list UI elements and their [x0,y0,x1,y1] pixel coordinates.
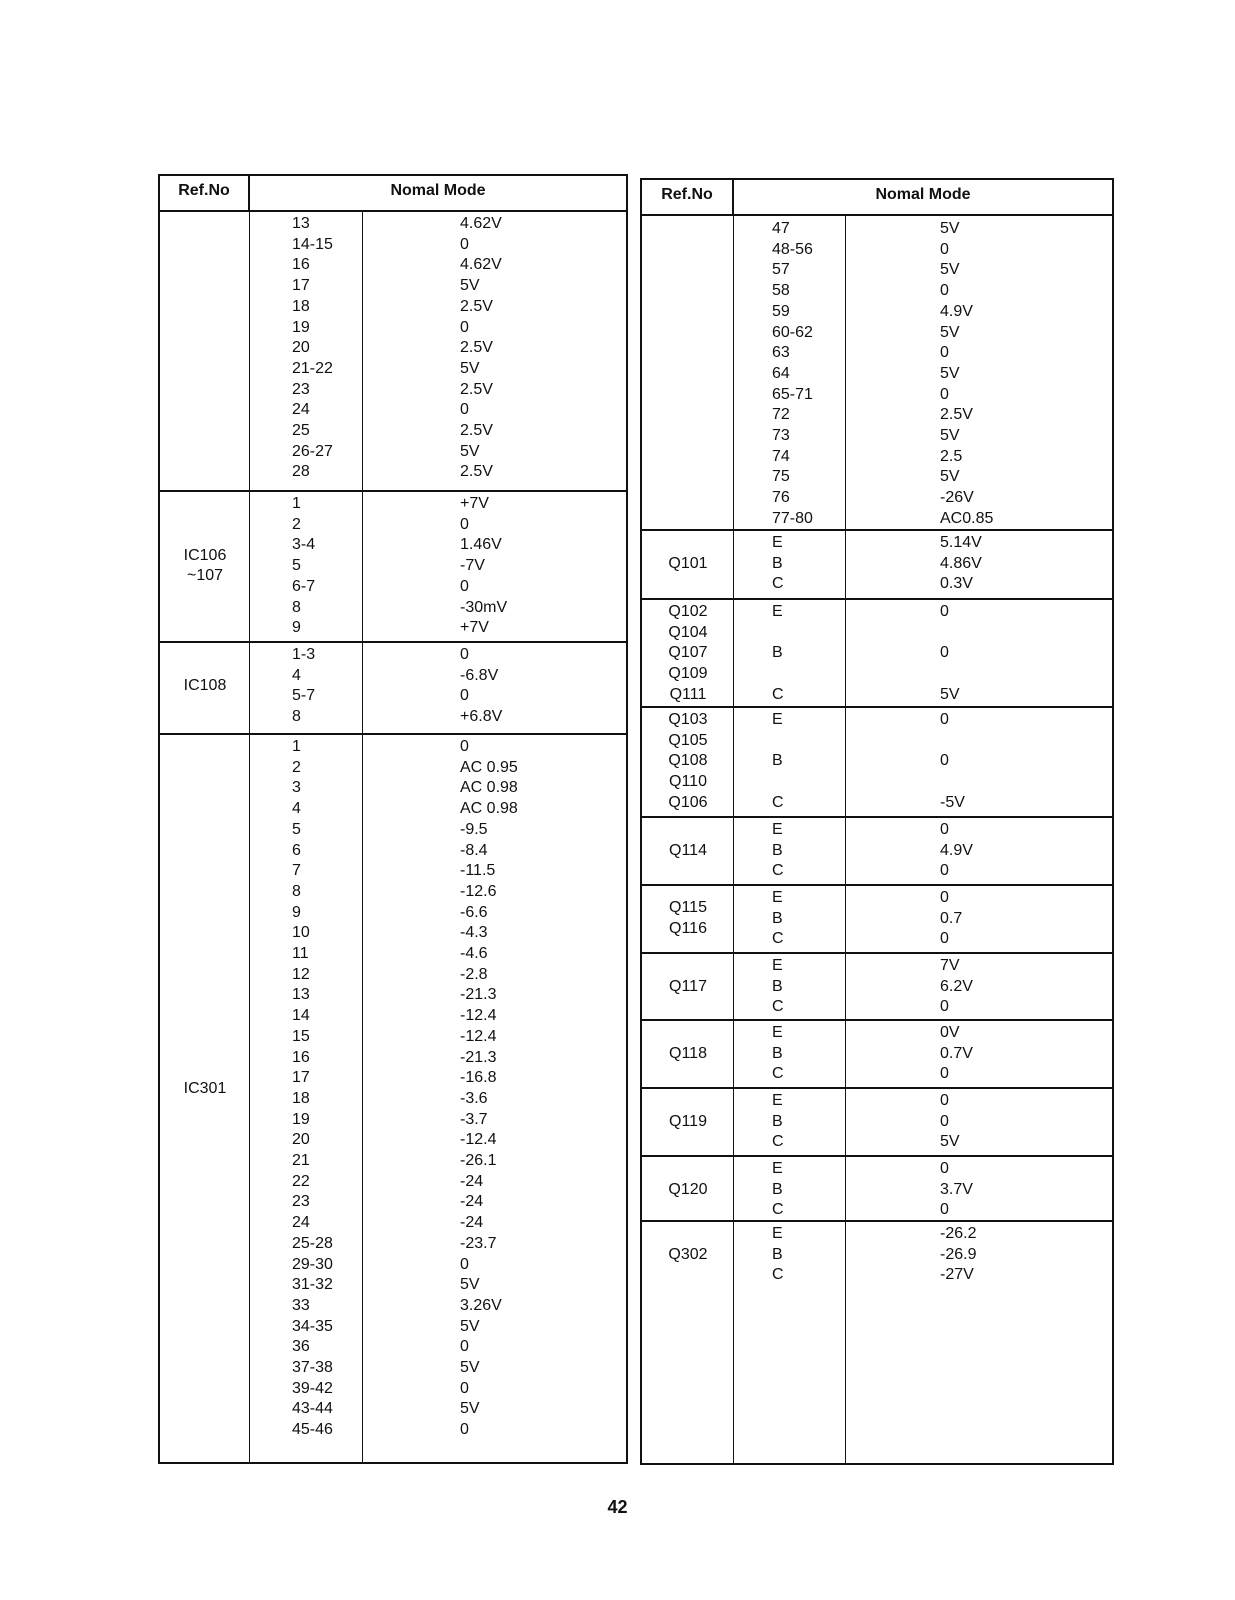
pin-cell: 8 [292,882,301,900]
voltage-cell: -12.6 [460,882,497,900]
voltage-cell: 0 [460,1255,469,1273]
voltage-cell: 5V [460,359,480,377]
group-separator [642,1155,1112,1157]
voltage-cell: 0 [460,687,469,705]
group-separator [642,598,1112,600]
voltage-cell: 0 [940,889,949,906]
pin-cell: 16 [292,256,310,274]
voltage-cell: 0 [940,930,949,948]
pin-cell: 5 [292,820,301,838]
pin-cell: 1 [292,495,301,512]
right-voltage-table [640,178,1114,1465]
voltage-cell: -30mV [460,598,508,616]
pin-cell: 25-28 [292,1234,333,1252]
voltage-cell: -11.5 [460,862,496,880]
voltage-cell: 5V [940,427,960,444]
pin-cell: 65-71 [772,385,813,403]
pin-cell: C [772,685,784,703]
pin-cell: 72 [772,406,790,424]
ref-label: Q117 [669,977,707,995]
voltage-cell: -26.1 [460,1152,497,1169]
pin-cell: 9 [292,903,301,921]
pin-cell: 24 [292,1214,310,1232]
voltage-cell: 0 [940,1201,949,1219]
voltage-cell: 0 [460,1338,469,1356]
ref-label: Q120 [668,1180,708,1198]
pin-cell: E [772,1160,783,1177]
ref-label: IC106 ~107 [183,546,227,585]
voltage-cell: 5V [940,261,960,279]
voltage-cell: 4.9V [940,841,973,859]
pin-cell: 28 [292,463,310,481]
pin-cell: 6-7 [292,577,316,595]
voltage-cell: AC 0.98 [460,800,518,818]
pin-cell: B [772,1180,783,1198]
ref-label: Q102 Q104 Q107 Q109 Q111 [668,603,708,703]
pin-cell: 13 [292,986,310,1004]
voltage-cell: -4.6 [460,945,488,962]
voltage-cell: -12.4 [460,1007,497,1025]
pin-cell: 20 [292,339,310,357]
ref-label: Q114 [669,841,707,859]
voltage-cell: 5.14V [940,534,982,551]
group-separator [642,1220,1112,1222]
voltage-cell: -16.8 [460,1069,497,1087]
pin-cell: 45-46 [292,1421,333,1439]
ref-label: Q119 [669,1112,707,1130]
voltage-cell: -24 [460,1172,484,1190]
voltage-cell: +6.8V [460,708,503,726]
group-separator [160,490,626,492]
voltage-cell: 0 [940,282,949,300]
table-header [642,180,1112,216]
pin-cell: 59 [772,302,790,320]
voltage-cell: 0 [460,577,469,595]
pin-cell: 23 [292,380,310,398]
voltage-cell: 2.5V [460,297,493,315]
voltage-cell: 3.7V [940,1180,973,1198]
voltage-cell: 4.86V [940,554,982,572]
voltage-cell: 0 [460,318,469,336]
voltage-cell: 0 [940,752,949,770]
header-normal-mode: Nomal Mode [875,186,971,203]
voltage-cell: 0 [460,235,469,253]
pin-cell: 6 [292,841,301,859]
pin-cell: B [772,644,783,662]
pin-cell: 77-80 [772,509,813,527]
voltage-cell: 0 [460,1421,469,1439]
pin-cell: C [772,998,784,1016]
voltage-cell: 5V [460,1359,480,1376]
pin-cell: B [772,1044,783,1062]
voltage-cell: 5V [940,220,960,237]
ref-column-divider [249,210,250,1462]
header-normal-mode: Nomal Mode [390,182,486,199]
pin-cell: 4 [292,666,301,684]
group-separator [642,1087,1112,1089]
voltage-cell: -6.6 [460,903,488,921]
pin-cell: 1 [292,738,301,755]
pin-cell: 7 [292,862,301,880]
group-separator [642,1019,1112,1021]
pin-cell: 58 [772,282,790,300]
voltage-cell: 0 [940,1065,949,1083]
voltage-cell: 4.62V [460,215,502,232]
pin-cell: 2 [292,515,301,533]
pin-cell: 36 [292,1338,310,1356]
voltage-cell: -8.4 [460,841,488,859]
voltage-cell: 2.5V [460,422,493,439]
voltage-cell: 1.46V [460,536,502,554]
pin-cell: B [772,1112,783,1130]
voltage-cell: 0 [940,711,949,728]
voltage-cell: -5V [940,793,965,811]
voltage-cell: -21.3 [460,986,497,1004]
voltage-cell: AC 0.98 [460,779,518,797]
ref-label: Q103 Q105 Q108 Q110 Q106 [668,711,708,811]
group-separator [160,733,626,735]
pin-cell: 29-30 [292,1255,333,1273]
voltage-cell: 4.62V [460,256,502,274]
pin-cell: E [772,1024,783,1041]
voltage-cell: -27V [940,1266,974,1284]
voltage-cell: -21.3 [460,1048,497,1066]
pin-cell: 11 [292,945,309,962]
voltage-cell: 5V [460,1317,480,1335]
voltage-cell: 0 [460,515,469,533]
pin-cell: 76 [772,489,790,507]
pin-cell: 2 [292,758,301,776]
group-separator [642,952,1112,954]
pin-cell: B [772,841,783,859]
voltage-cell: 0 [940,240,949,258]
left-voltage-table [158,174,628,1464]
voltage-cell: 2.5V [940,406,973,424]
voltage-cell: 2.5 [940,447,963,465]
pin-cell: E [772,711,783,728]
pin-cell: 34-35 [292,1317,333,1335]
ref-label: Q101 [668,554,708,572]
group-separator [642,884,1112,886]
pin-cell: 17 [292,277,310,295]
pin-cell: 39-42 [292,1379,333,1397]
voltage-cell: 5V [460,1400,480,1418]
pin-cell: 73 [772,427,790,444]
pin-cell: 17 [292,1069,310,1087]
pin-cell: B [772,977,783,995]
pin-cell: 8 [292,708,301,726]
voltage-cell: 0V [940,1024,960,1041]
voltage-cell: +7V [460,619,489,637]
pin-cell: 64 [772,364,790,382]
pin-cell: C [772,793,784,811]
voltage-cell: 0 [940,644,949,662]
voltage-cell: 0 [940,821,949,838]
pin-cell: 16 [292,1048,310,1066]
pin-cell: 18 [292,1089,310,1107]
pin-cell: 74 [772,447,790,465]
pin-cell: 43-44 [292,1400,333,1418]
voltage-cell: 4.9V [940,302,973,320]
voltage-cell: -24 [460,1214,484,1232]
voltage-cell: 5V [940,468,960,486]
header-ref-no: Ref.No [642,180,734,214]
voltage-cell: 2.5V [460,380,493,398]
pin-cell: 23 [292,1193,310,1211]
voltage-cell: -12.4 [460,1027,497,1045]
voltage-cell: 0 [940,1112,949,1130]
pin-cell: 9 [292,619,301,637]
pin-cell: E [772,1092,783,1109]
voltage-cell: 0 [940,603,949,620]
voltage-cell: -7V [460,557,485,575]
pin-cell: 25 [292,422,310,439]
voltage-cell: 0.3V [940,575,973,593]
pin-cell: 24 [292,401,310,419]
group-separator [642,816,1112,818]
pin-cell: 3-4 [292,536,316,554]
voltage-cell: -26.2 [940,1225,977,1242]
voltage-cell: -3.6 [460,1089,488,1107]
voltage-cell: -26.9 [940,1245,977,1263]
ref-label: Q118 [669,1044,707,1062]
voltage-cell: -9.5 [460,820,488,838]
header-ref-no: Ref.No [160,176,250,210]
pin-cell: 21-22 [292,359,333,377]
pin-cell: 18 [292,297,310,315]
pin-cell: B [772,752,783,770]
pin-cell: E [772,821,783,838]
voltage-cell: 0 [940,1160,949,1177]
voltage-cell: 0 [460,738,469,755]
voltage-cell: 3.26V [460,1296,502,1314]
voltage-cell: 7V [940,957,960,974]
ref-label: Q115 Q116 [669,899,707,938]
pin-cell: 13 [292,215,310,232]
voltage-cell: 0 [940,998,949,1016]
pin-cell: E [772,957,783,974]
voltage-cell: 0 [940,862,949,880]
voltage-cell: 0 [940,344,949,362]
pin-cell: 26-27 [292,442,333,460]
pin-cell: B [772,909,783,927]
pin-cell: 12 [292,965,310,983]
pin-cell: 75 [772,468,790,486]
pin-cell: 3 [292,779,301,797]
pin-cell: C [772,930,784,948]
pin-cell: 31-32 [292,1276,333,1294]
pin-cell: 19 [292,1110,310,1128]
voltage-cell: -26V [940,489,974,507]
pin-cell: 14 [292,1007,310,1025]
voltage-cell: 5V [940,364,960,382]
ref-label: Q302 [668,1245,708,1263]
table-header [160,176,626,212]
pin-cell: 21 [292,1152,310,1169]
voltage-cell: -24 [460,1193,484,1211]
pin-cell: E [772,889,783,906]
pin-cell: 4 [292,800,301,818]
pin-cell: 1-3 [292,646,316,663]
pin-cell: E [772,603,783,620]
pin-cell: 19 [292,318,310,336]
pin-cell: C [772,1266,784,1284]
pin-cell: C [772,575,784,593]
group-separator [160,641,626,643]
pin-cell: B [772,554,783,572]
voltage-cell: 0 [460,1379,469,1397]
voltage-cell: -12.4 [460,1131,497,1149]
pin-cell: 60-62 [772,323,813,341]
ref-label: IC108 [183,677,227,695]
pin-cell: 20 [292,1131,310,1149]
group-separator [642,529,1112,531]
voltage-cell: 0.7V [940,1044,973,1062]
voltage-cell: 5V [940,323,960,341]
voltage-cell: 0 [460,646,469,663]
pin-cell: 63 [772,344,790,362]
voltage-cell: 5V [460,1276,480,1294]
pin-cell: 5-7 [292,687,316,705]
voltage-cell: 0 [460,401,469,419]
pin-cell: C [772,1133,784,1151]
pin-cell: C [772,1201,784,1219]
page-number: 42 [607,1497,628,1517]
ref-column-divider [733,214,734,1463]
pin-cell: 14-15 [292,235,333,253]
pin-cell: E [772,534,783,551]
pin-cell: C [772,862,784,880]
voltage-cell: -2.8 [460,965,488,983]
pin-cell: 10 [292,924,310,942]
voltage-cell: 2.5V [460,463,493,481]
voltage-cell: 0.7 [940,909,963,927]
pin-cell: 5 [292,557,301,575]
pin-cell: 15 [292,1027,310,1045]
ref-label: IC301 [183,1079,227,1097]
voltage-cell: 5V [460,277,480,295]
voltage-cell: -6.8V [460,666,499,684]
group-separator [642,706,1112,708]
voltage-cell: 5V [940,1133,960,1151]
pin-cell: B [772,1245,783,1263]
voltage-cell: 5V [460,442,480,460]
voltage-cell: 2.5V [460,339,493,357]
pin-value-divider [845,214,846,1463]
pin-cell: 22 [292,1172,310,1190]
voltage-cell: 0 [940,1092,949,1109]
pin-cell: 8 [292,598,301,616]
pin-cell: 57 [772,261,790,279]
voltage-cell: -4.3 [460,924,488,942]
pin-cell: C [772,1065,784,1083]
voltage-cell: 0 [940,385,949,403]
pin-cell: E [772,1225,783,1242]
pin-cell: 37-38 [292,1359,333,1376]
pin-cell: 33 [292,1296,310,1314]
pin-value-divider [362,210,363,1462]
voltage-cell: +7V [460,495,489,512]
voltage-cell: -23.7 [460,1234,497,1252]
voltage-cell: 6.2V [940,977,973,995]
pin-cell: 48-56 [772,240,813,258]
voltage-cell: AC 0.95 [460,758,518,776]
pin-cell: 47 [772,220,790,237]
voltage-cell: -3.7 [460,1110,488,1128]
voltage-cell: AC0.85 [940,509,994,527]
voltage-cell: 5V [940,685,960,703]
